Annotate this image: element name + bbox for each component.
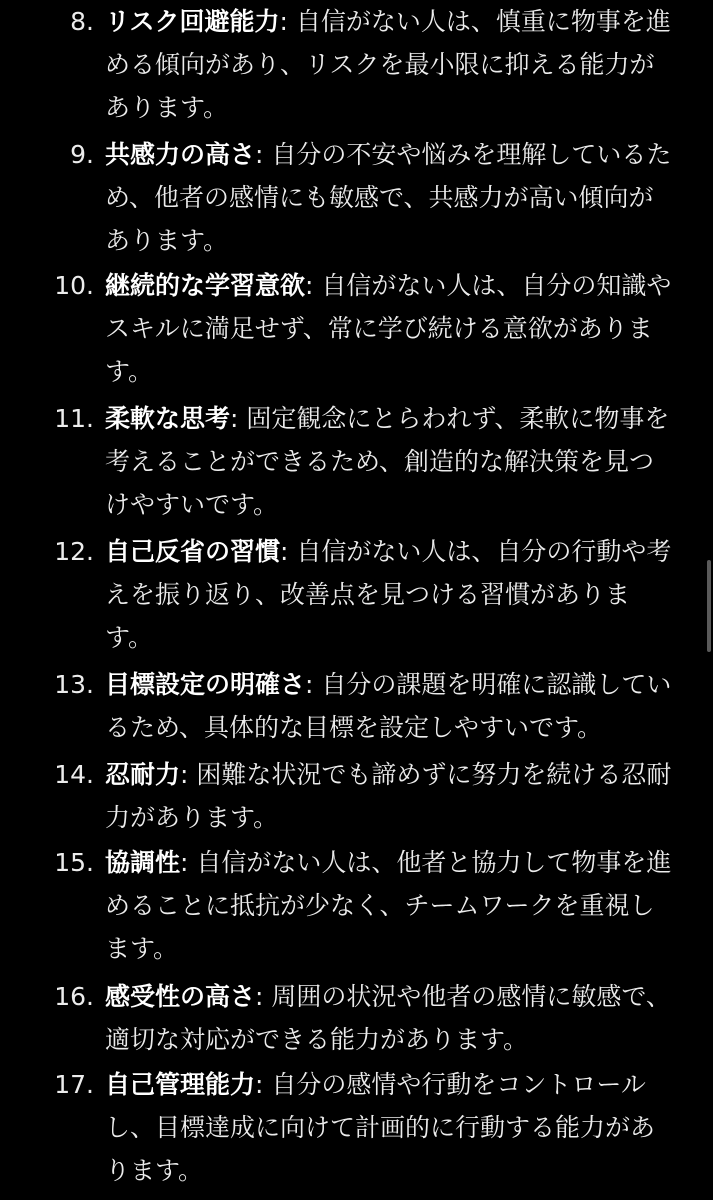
list-item-number: 15.	[54, 848, 94, 877]
list-item-term: 共感力の高さ	[105, 140, 256, 169]
list-item-text	[105, 0, 675, 129]
list-item-number: 10.	[54, 271, 94, 300]
list-item	[0, 663, 713, 751]
list-item-line: えを振り返り、改善点を見つける習慣がありま	[105, 580, 631, 609]
list-item	[0, 753, 713, 841]
list-item-line: め、他者の感情にも敏感で、共感力が高い傾向が	[105, 183, 654, 212]
list-item-line: るため、具体的な目標を設定しやすいです。	[105, 713, 603, 742]
list-item-number: 16.	[54, 982, 94, 1011]
list-item-line: し、目標達成に向けて計画的に行動する能力があ	[105, 1113, 656, 1142]
list-item-number: 12.	[54, 537, 94, 566]
list-item-term: 忍耐力	[105, 760, 181, 789]
list-item-line: : 自信がない人は、自分の行動や考	[280, 537, 672, 566]
list-item-line: : 困難な状況でも諦めずに努力を続ける忍耐	[180, 760, 672, 789]
list-item	[0, 530, 713, 660]
list-item-term: 感受性の高さ	[105, 982, 256, 1011]
list-item-line: める傾向があり、リスクを最小限に抑える能力が	[105, 50, 655, 79]
list-item-line: あります。	[105, 93, 229, 122]
list-item	[0, 264, 713, 394]
list-item-term: 継続的な学習意欲	[105, 271, 306, 300]
list-item	[0, 133, 713, 263]
list-item-line: : 固定観念にとらわれず、柔軟に物事を	[230, 404, 670, 433]
list-item-line: : 自信がない人は、自分の知識や	[305, 271, 672, 300]
list-item-line: す。	[105, 623, 154, 652]
list-item-line: 適切な対応ができる能力があります。	[105, 1025, 529, 1054]
list-item-term: 目標設定の明確さ	[105, 670, 306, 699]
list-item-text	[105, 397, 675, 526]
list-item-text	[105, 1063, 675, 1192]
list-item-line: : 自信がない人は、慎重に物事を進	[279, 7, 671, 36]
list-item-number: 14.	[54, 760, 94, 789]
list-item-text	[105, 133, 675, 262]
list-item	[0, 397, 713, 527]
list-item-text	[105, 753, 675, 839]
list-item-term: 自己管理能力	[105, 1070, 256, 1099]
list-item-line: : 自分の感情や行動をコントロール	[255, 1070, 646, 1099]
list-item-number: 13.	[54, 670, 94, 699]
scrollbar-thumb[interactable]	[707, 560, 711, 652]
list-item	[0, 975, 713, 1063]
list-item-term: 柔軟な思考	[105, 404, 231, 433]
list-item-text	[105, 975, 675, 1061]
list-item	[0, 841, 713, 971]
list-item-line: : 自分の不安や悩みを理解しているた	[255, 140, 672, 169]
list-item-line: スキルに満足せず、常に学び続ける意欲がありま	[105, 314, 653, 343]
list-item-text	[105, 663, 675, 749]
list-item-term: リスク回避能力	[105, 7, 280, 36]
list-item-line: 力があります。	[105, 803, 279, 832]
list-item-number: 11.	[54, 404, 94, 433]
list-item-number: 17.	[54, 1070, 94, 1099]
list-item-number: 8.	[70, 7, 94, 36]
list-item-line: : 周囲の状況や他者の感情に敏感で、	[255, 982, 671, 1011]
list-item-line: めることに抵抗が少なく、チームワークを重視し	[105, 891, 655, 920]
list-item-term: 自己反省の習慣	[105, 537, 281, 566]
list-item-line: あります。	[105, 226, 229, 255]
list-item-text	[105, 530, 675, 659]
list-item-line: 考えることができるため、創造的な解決策を見つ	[105, 447, 655, 476]
list-item-text	[105, 264, 675, 393]
list-item-line: ります。	[105, 1156, 204, 1185]
list-item	[0, 0, 713, 130]
list-item-number: 9.	[70, 140, 94, 169]
list-item-text	[105, 841, 675, 970]
list-item-line: ます。	[105, 934, 179, 963]
list-item-line: けやすいです。	[105, 490, 279, 519]
list-item	[0, 1063, 713, 1193]
list-item-line: す。	[105, 357, 154, 386]
list-item-term: 協調性	[105, 848, 181, 877]
list-item-line: : 自信がない人は、他者と協力して物事を進	[180, 848, 672, 877]
list-item-line: : 自分の課題を明確に認識してい	[305, 670, 672, 699]
